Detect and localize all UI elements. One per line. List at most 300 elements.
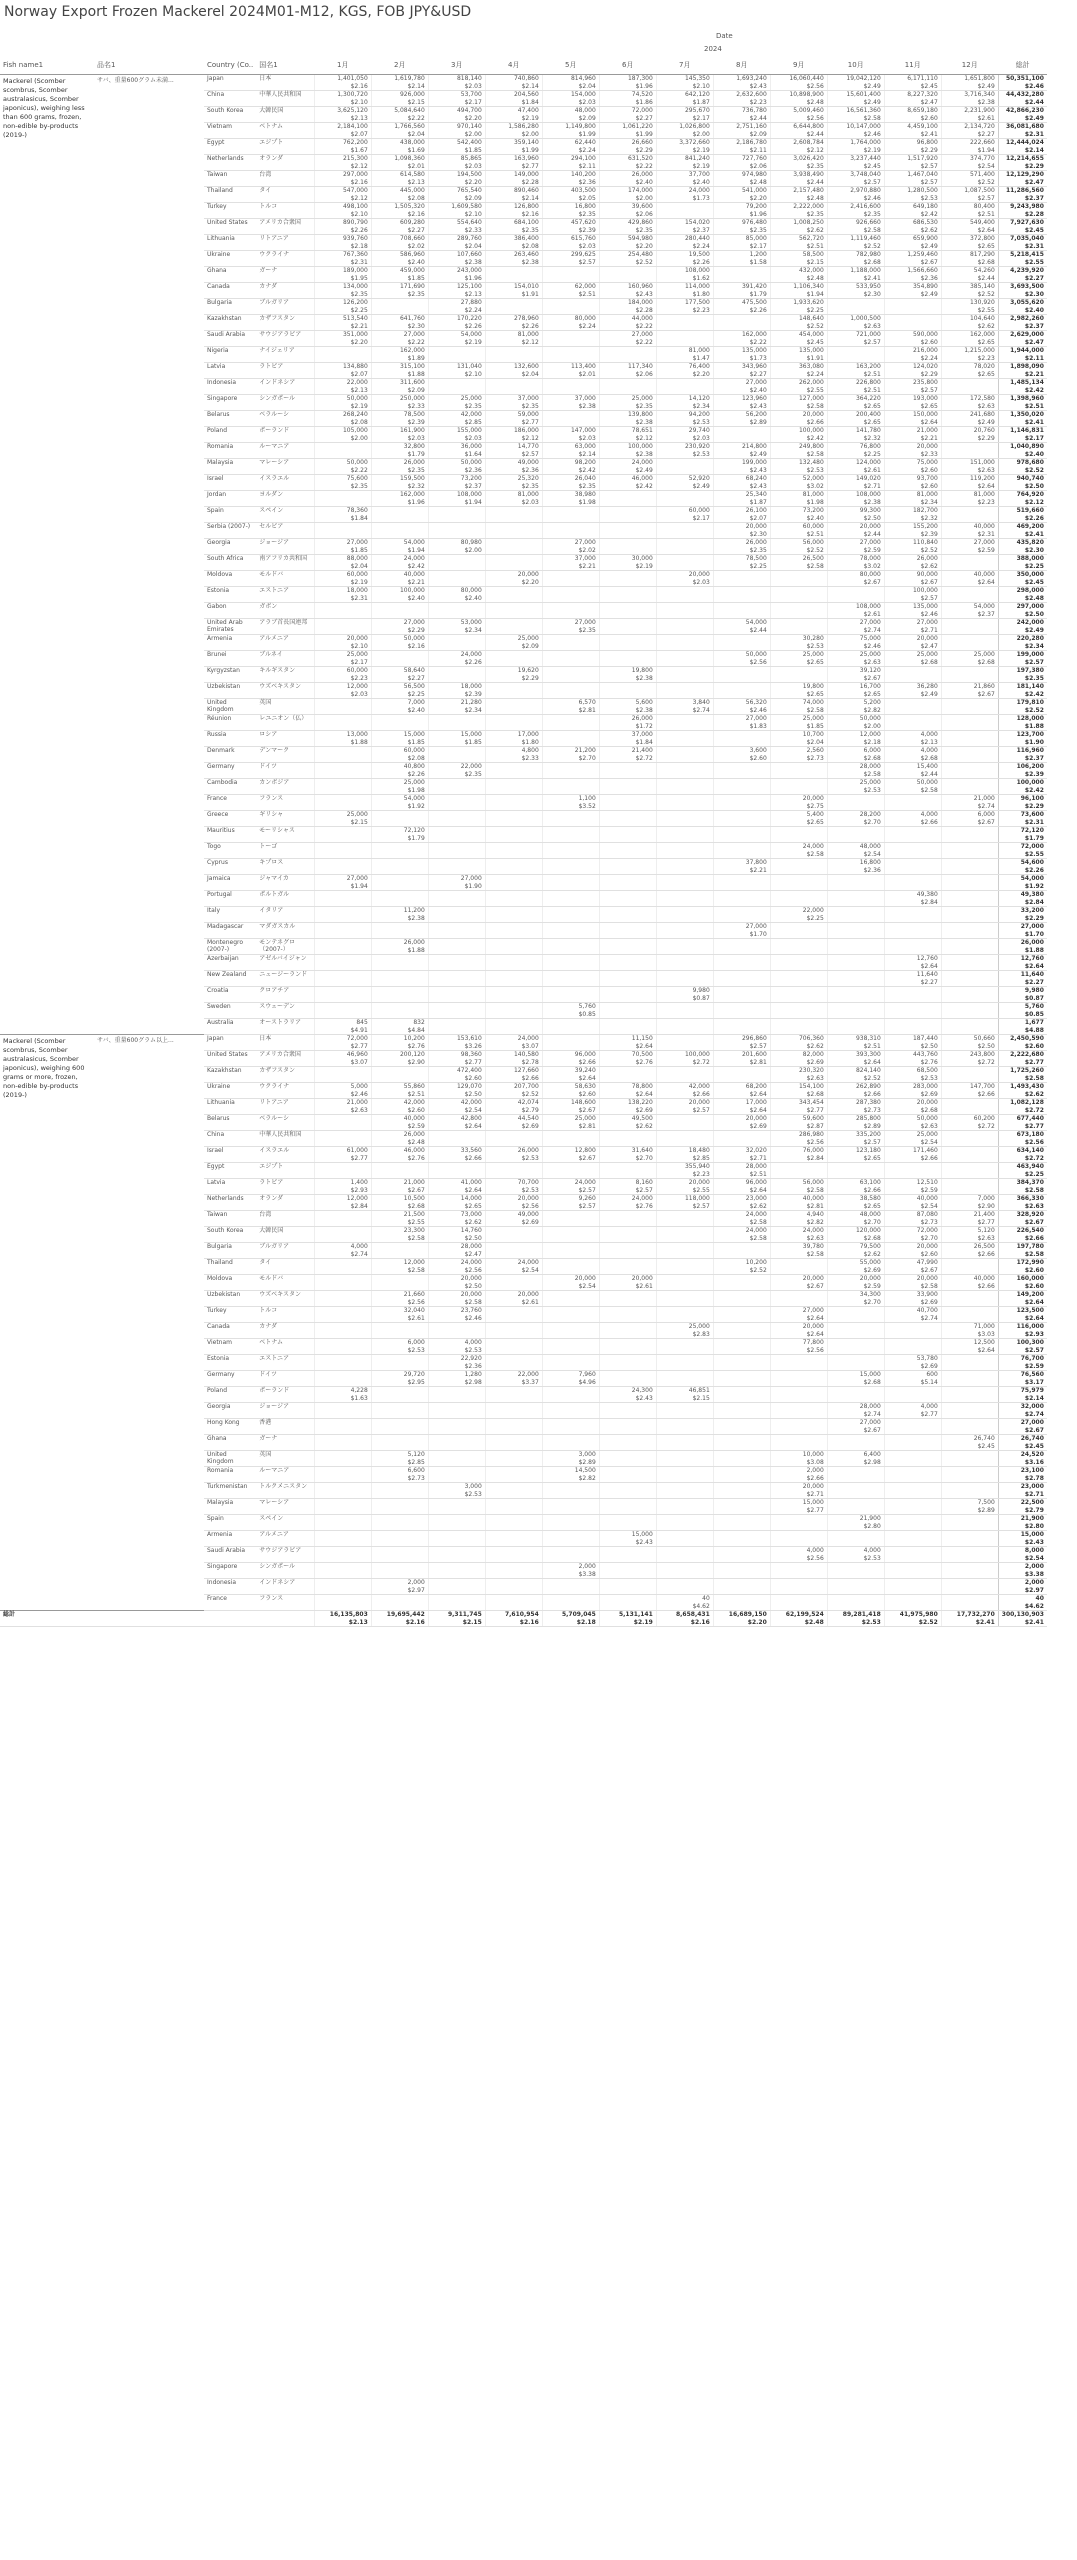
- usd-price: $2.73: [806, 754, 824, 762]
- usd-price: $2.25: [350, 306, 368, 314]
- country-cell: Egypt: [204, 1163, 256, 1179]
- kg-value: 19,695,442: [386, 1611, 425, 1618]
- month-cell: [884, 1307, 941, 1323]
- month-cell: [656, 1083, 713, 1099]
- month-cell: [884, 75, 941, 91]
- usd-price: $2.74: [920, 1314, 938, 1322]
- usd-price: $2.58: [920, 786, 938, 794]
- country-cell: Turkey: [204, 203, 256, 219]
- month-cell: [656, 523, 713, 539]
- month-cell: [884, 923, 941, 939]
- month-cell: [599, 1291, 656, 1307]
- month-cell: [770, 331, 827, 347]
- usd-price: $2.49: [863, 82, 881, 90]
- kg-value: 78,651: [631, 427, 653, 434]
- row-total-cell: [998, 459, 1047, 475]
- month-cell: [770, 1323, 827, 1339]
- month-cell: [884, 1211, 941, 1227]
- usd-price: $0.87: [692, 994, 710, 1002]
- month-cell: [371, 1307, 428, 1323]
- month-cell: [542, 1595, 599, 1611]
- usd-price: $2.57: [578, 258, 596, 266]
- month-cell: [713, 1003, 770, 1019]
- month-cell: [485, 523, 542, 539]
- kg-value: 26,500: [802, 555, 824, 562]
- kg-value: 26,740: [973, 1435, 995, 1442]
- usd-price: $1.88: [407, 370, 425, 378]
- month-cell: [941, 843, 998, 859]
- month-cell: [314, 859, 371, 875]
- month-cell: [656, 331, 713, 347]
- month-cell: [827, 1163, 884, 1179]
- country-jp-cell: エジプト: [256, 139, 314, 155]
- kg-value: 4,000: [920, 811, 938, 818]
- month-cell: [542, 475, 599, 491]
- month-cell: [884, 1243, 941, 1259]
- row-total-cell: [998, 1035, 1047, 1051]
- month-cell: [827, 523, 884, 539]
- row-total-cell: [998, 603, 1047, 619]
- usd-price: $1.70: [749, 930, 767, 938]
- kg-value: 475,500: [741, 299, 767, 306]
- kg-value: 2,632,600: [736, 91, 767, 98]
- usd-price: $2.82: [863, 706, 881, 714]
- month-cell: [599, 1595, 656, 1611]
- month-cell: [770, 1403, 827, 1419]
- kg-value: 129,070: [456, 1083, 482, 1090]
- row-total-cell: [998, 827, 1047, 843]
- usd-price: $2.18: [863, 738, 881, 746]
- month-cell: [884, 523, 941, 539]
- usd-price: $2.49: [692, 482, 710, 490]
- usd-price: $2.04: [806, 738, 824, 746]
- usd-price: $2.35: [635, 402, 653, 410]
- month-cell: [371, 1003, 428, 1019]
- kg-value: 15,000: [460, 731, 482, 738]
- month-cell: [656, 363, 713, 379]
- month-cell: [770, 667, 827, 683]
- month-cell: [371, 571, 428, 587]
- kg-value: 184,000: [627, 299, 653, 306]
- kg-value: 41,000: [460, 1179, 482, 1186]
- kg-value: 181,140: [1016, 683, 1044, 690]
- month-cell: [485, 331, 542, 347]
- month-cell: [485, 987, 542, 1003]
- usd-price: $2.20: [635, 242, 653, 250]
- kg-value: 12,000: [346, 1195, 368, 1202]
- usd-price: $2.71: [806, 1490, 824, 1498]
- kg-value: 2,222,680: [1010, 1051, 1044, 1058]
- country-jp-cell: トルコ: [256, 1307, 314, 1323]
- kg-value: 119,200: [969, 475, 995, 482]
- month-cell: [941, 1211, 998, 1227]
- kg-value: 154,100: [798, 1083, 824, 1090]
- month-cell: [713, 939, 770, 955]
- row-total-cell: [998, 955, 1047, 971]
- usd-price: $2.40: [749, 386, 767, 394]
- usd-price: $2.66: [806, 418, 824, 426]
- kg-value: 226,800: [855, 379, 881, 386]
- usd-price: $4.96: [578, 1378, 596, 1386]
- month-cell: [713, 555, 770, 571]
- month-cell: [542, 1147, 599, 1163]
- kg-value: 9,260: [578, 1195, 596, 1202]
- usd-price: $2.46: [920, 610, 938, 618]
- month-cell: [941, 1099, 998, 1115]
- kg-value: 5,200: [863, 699, 881, 706]
- month-cell: [884, 1547, 941, 1563]
- month-cell: [314, 843, 371, 859]
- usd-price: $2.77: [350, 1042, 368, 1050]
- usd-price: $2.14: [1024, 146, 1044, 154]
- month-cell: [713, 1035, 770, 1051]
- kg-value: 315,100: [399, 363, 425, 370]
- kg-value: 343,960: [741, 363, 767, 370]
- kg-value: 50,660: [973, 1035, 995, 1042]
- usd-price: $3.17: [1024, 1378, 1044, 1386]
- usd-price: $1.73: [749, 354, 767, 362]
- month-cell: [599, 843, 656, 859]
- kg-value: 22,000: [802, 907, 824, 914]
- usd-price: $2.16: [407, 210, 425, 218]
- usd-price: $2.24: [464, 306, 482, 314]
- month-cell: [713, 1099, 770, 1115]
- kg-value: 767,360: [342, 251, 368, 258]
- kg-value: 21,900: [1020, 1515, 1044, 1522]
- kg-value: 594,980: [627, 235, 653, 242]
- usd-price: $2.52: [635, 258, 653, 266]
- country-jp-cell: ギリシャ: [256, 811, 314, 827]
- country-cell: Azerbaijan: [204, 955, 256, 971]
- usd-price: $3.02: [863, 562, 881, 570]
- month-cell: [770, 507, 827, 523]
- kg-value: 96,800: [916, 139, 938, 146]
- kg-value: 118,000: [684, 1195, 710, 1202]
- month-cell: [599, 859, 656, 875]
- kg-value: 135,000: [741, 347, 767, 354]
- country-cell: Lithuania: [204, 235, 256, 251]
- row-total-cell: [998, 283, 1047, 299]
- month-cell: [485, 1595, 542, 1611]
- usd-price: $2.74: [977, 802, 995, 810]
- kg-value: 60,000: [802, 523, 824, 530]
- month-cell: [428, 667, 485, 683]
- usd-price: $2.67: [578, 1154, 596, 1162]
- usd-price: $1.85: [407, 274, 425, 282]
- kg-value: 42,000: [460, 411, 482, 418]
- month-cell: [713, 411, 770, 427]
- month-cell: [542, 459, 599, 475]
- country-cell: Ukraine: [204, 1083, 256, 1099]
- month-cell: [884, 1195, 941, 1211]
- month-cell: [599, 139, 656, 155]
- kg-value: 27,000: [745, 715, 767, 722]
- country-cell: Indonesia: [204, 1579, 256, 1595]
- month-cell: [428, 1003, 485, 1019]
- usd-price: $2.55: [692, 1186, 710, 1194]
- kg-value: 938,310: [855, 1035, 881, 1042]
- month-cell: [371, 1259, 428, 1275]
- usd-price: $2.68: [863, 258, 881, 266]
- usd-price: $2.40: [1024, 450, 1044, 458]
- kg-value: 96,100: [1020, 795, 1044, 802]
- month-cell: [314, 1115, 371, 1131]
- month-cell: [599, 187, 656, 203]
- usd-price: $1.87: [692, 98, 710, 106]
- kg-value: 24,000: [745, 1211, 767, 1218]
- grand-month-cell: [656, 1611, 713, 1627]
- month-cell: [371, 1179, 428, 1195]
- kg-value: 4,000: [350, 1243, 368, 1250]
- kg-value: 1,200: [749, 251, 767, 258]
- month-cell: [485, 731, 542, 747]
- month-cell: [371, 683, 428, 699]
- kg-value: 100,000: [1016, 779, 1044, 786]
- kg-value: 24,000: [631, 1195, 653, 1202]
- kg-value: 20,000: [802, 1483, 824, 1490]
- kg-value: 98,200: [574, 459, 596, 466]
- month-cell: [371, 379, 428, 395]
- kg-value: 147,700: [969, 1083, 995, 1090]
- month-cell: [713, 171, 770, 187]
- month-cell: [884, 747, 941, 763]
- kg-value: 32,040: [403, 1307, 425, 1314]
- kg-value: 197,380: [1016, 667, 1044, 674]
- usd-price: $2.23: [692, 1170, 710, 1178]
- month-cell: [599, 555, 656, 571]
- country-cell: Canada: [204, 283, 256, 299]
- country-cell: Togo: [204, 843, 256, 859]
- month-cell: [428, 1083, 485, 1099]
- usd-price: $2.83: [692, 1330, 710, 1338]
- usd-price: $2.28: [521, 178, 539, 186]
- usd-price: $2.35: [1024, 674, 1044, 682]
- kg-value: 110,840: [912, 539, 938, 546]
- usd-price: $2.74: [863, 626, 881, 634]
- month-cell: [656, 491, 713, 507]
- month-cell: [428, 1547, 485, 1563]
- month-cell: [941, 299, 998, 315]
- kg-value: 393,300: [855, 1051, 881, 1058]
- country-cell: Romania: [204, 443, 256, 459]
- country-cell: Bulgaria: [204, 1243, 256, 1259]
- country-jp-cell: アラブ首長国連邦: [256, 619, 314, 635]
- month-cell: [941, 795, 998, 811]
- month-cell: [485, 923, 542, 939]
- kg-value: 20,000: [688, 571, 710, 578]
- row-total-cell: [998, 1003, 1047, 1019]
- usd-price: $2.23: [977, 498, 995, 506]
- kg-value: 1,040,890: [1010, 443, 1044, 450]
- usd-price: $2.57: [1024, 658, 1044, 666]
- kg-value: 16,700: [859, 683, 881, 690]
- month-cell: [314, 1451, 371, 1467]
- month-cell: [656, 811, 713, 827]
- usd-price: $2.60: [749, 754, 767, 762]
- row-total-cell: [998, 1339, 1047, 1355]
- month-cell: [656, 923, 713, 939]
- kg-value: 53,000: [460, 619, 482, 626]
- month-cell: [827, 683, 884, 699]
- kg-value: 25,000: [802, 651, 824, 658]
- usd-price: $2.37: [977, 610, 995, 618]
- month-cell: [884, 123, 941, 139]
- usd-price: $2.35: [806, 210, 824, 218]
- usd-price: $2.64: [863, 1058, 881, 1066]
- usd-price: $1.85: [407, 738, 425, 746]
- month-cell: [371, 987, 428, 1003]
- usd-price: $2.29: [521, 674, 539, 682]
- usd-price: $2.64: [749, 1186, 767, 1194]
- kg-value: 40,000: [802, 1195, 824, 1202]
- kg-value: 1,725,260: [1010, 1067, 1044, 1074]
- usd-price: $2.04: [464, 242, 482, 250]
- usd-price: $2.64: [977, 1346, 995, 1354]
- country-cell: France: [204, 1595, 256, 1611]
- kg-value: 40,000: [973, 523, 995, 530]
- month-cell: [428, 763, 485, 779]
- month-cell: [656, 395, 713, 411]
- usd-price: $2.72: [692, 1058, 710, 1066]
- month-cell: [770, 1451, 827, 1467]
- month-cell: [713, 907, 770, 923]
- month-cell: [371, 539, 428, 555]
- month-cell: [599, 91, 656, 107]
- row-total-cell: [998, 987, 1047, 1003]
- month-cell: [884, 811, 941, 827]
- month-cell: [542, 443, 599, 459]
- usd-price: $4.62: [1024, 1602, 1044, 1610]
- usd-price: $2.04: [350, 562, 368, 570]
- kg-value: 82,000: [802, 1051, 824, 1058]
- usd-price: $2.71: [920, 626, 938, 634]
- month-cell: [485, 411, 542, 427]
- country-cell: Armenia: [204, 1531, 256, 1547]
- month-cell: [656, 651, 713, 667]
- month-cell: [941, 315, 998, 331]
- month-cell: [827, 1595, 884, 1611]
- month-cell: [656, 1067, 713, 1083]
- month-cell: [371, 875, 428, 891]
- month-cell: [941, 1403, 998, 1419]
- usd-price: $2.01: [407, 162, 425, 170]
- kg-value: 6,600: [407, 1467, 425, 1474]
- kg-value: 19,042,120: [846, 75, 881, 82]
- kg-value: 554,640: [456, 219, 482, 226]
- usd-price: $2.48: [1024, 594, 1044, 602]
- month-cell: [542, 219, 599, 235]
- country-jp-cell: イスラエル: [256, 1147, 314, 1163]
- usd-price: $2.81: [749, 1058, 767, 1066]
- usd-price: $1.85: [350, 546, 368, 554]
- usd-price: $2.36: [464, 466, 482, 474]
- usd-price: $1.86: [635, 98, 653, 106]
- month-cell: [485, 955, 542, 971]
- country-jp-cell: 台湾: [256, 171, 314, 187]
- kg-value: 8,658,431: [675, 1611, 710, 1618]
- usd-price: $2.59: [920, 1186, 938, 1194]
- kg-value: 457,620: [570, 219, 596, 226]
- row-total-cell: [998, 907, 1047, 923]
- country-cell: Indonesia: [204, 379, 256, 395]
- kg-value: 25,000: [403, 779, 425, 786]
- month-cell: [884, 731, 941, 747]
- kg-value: 684,100: [513, 219, 539, 226]
- usd-price: $2.58: [863, 114, 881, 122]
- month-cell: [371, 363, 428, 379]
- month-cell: [371, 1163, 428, 1179]
- month-cell: [485, 1339, 542, 1355]
- kg-value: 54,260: [973, 267, 995, 274]
- usd-price: $0.85: [578, 1010, 596, 1018]
- kg-value: 706,360: [798, 1035, 824, 1042]
- usd-price: $1.91: [806, 354, 824, 362]
- usd-price: $2.27: [635, 114, 653, 122]
- country-cell: United States: [204, 219, 256, 235]
- month-cell: [428, 1451, 485, 1467]
- kg-value: 46,960: [346, 1051, 368, 1058]
- country-cell: Malaysia: [204, 1499, 256, 1515]
- country-cell: Latvia: [204, 1179, 256, 1195]
- month-cell: [827, 251, 884, 267]
- month-cell: [371, 1531, 428, 1547]
- month-cell: [371, 187, 428, 203]
- kg-value: 817,290: [969, 251, 995, 258]
- month-cell: [656, 235, 713, 251]
- month-cell: [827, 1435, 884, 1451]
- month-cell: [770, 363, 827, 379]
- country-jp-cell: マレーシア: [256, 459, 314, 475]
- usd-price: $1.88: [1024, 722, 1044, 730]
- month-cell: [542, 1355, 599, 1371]
- month-cell: [656, 1259, 713, 1275]
- usd-price: $2.55: [977, 306, 995, 314]
- grand-total-label: 総計: [0, 1611, 314, 1627]
- kg-value: 50,351,100: [1005, 75, 1044, 82]
- usd-price: $2.29: [407, 626, 425, 634]
- month-cell: [884, 619, 941, 635]
- month-cell: [599, 1195, 656, 1211]
- kg-value: 49,000: [517, 459, 539, 466]
- kg-value: 179,810: [1016, 699, 1044, 706]
- month-cell: [599, 1131, 656, 1147]
- kg-value: 263,460: [513, 251, 539, 258]
- month-cell: [713, 587, 770, 603]
- month-cell: [542, 635, 599, 651]
- kg-value: 1,933,620: [793, 299, 824, 306]
- month-cell: [941, 859, 998, 875]
- kg-value: 207,700: [513, 1083, 539, 1090]
- month-cell: [428, 1387, 485, 1403]
- month-cell: [314, 347, 371, 363]
- usd-price: $1.99: [521, 146, 539, 154]
- kg-value: 20,000: [517, 1195, 539, 1202]
- kg-value: 26,000: [1020, 939, 1044, 946]
- month-cell: [713, 971, 770, 987]
- month-cell: [542, 843, 599, 859]
- month-cell: [884, 331, 941, 347]
- usd-price: $1.87: [749, 498, 767, 506]
- kg-value: 940,740: [1016, 475, 1044, 482]
- month-cell: [542, 331, 599, 347]
- usd-price: $2.54: [521, 1266, 539, 1274]
- month-cell: [770, 155, 827, 171]
- month-cell: [599, 987, 656, 1003]
- usd-price: $2.03: [350, 690, 368, 698]
- usd-price: $2.29: [977, 434, 995, 442]
- usd-price: $2.09: [749, 130, 767, 138]
- usd-price: $2.70: [578, 754, 596, 762]
